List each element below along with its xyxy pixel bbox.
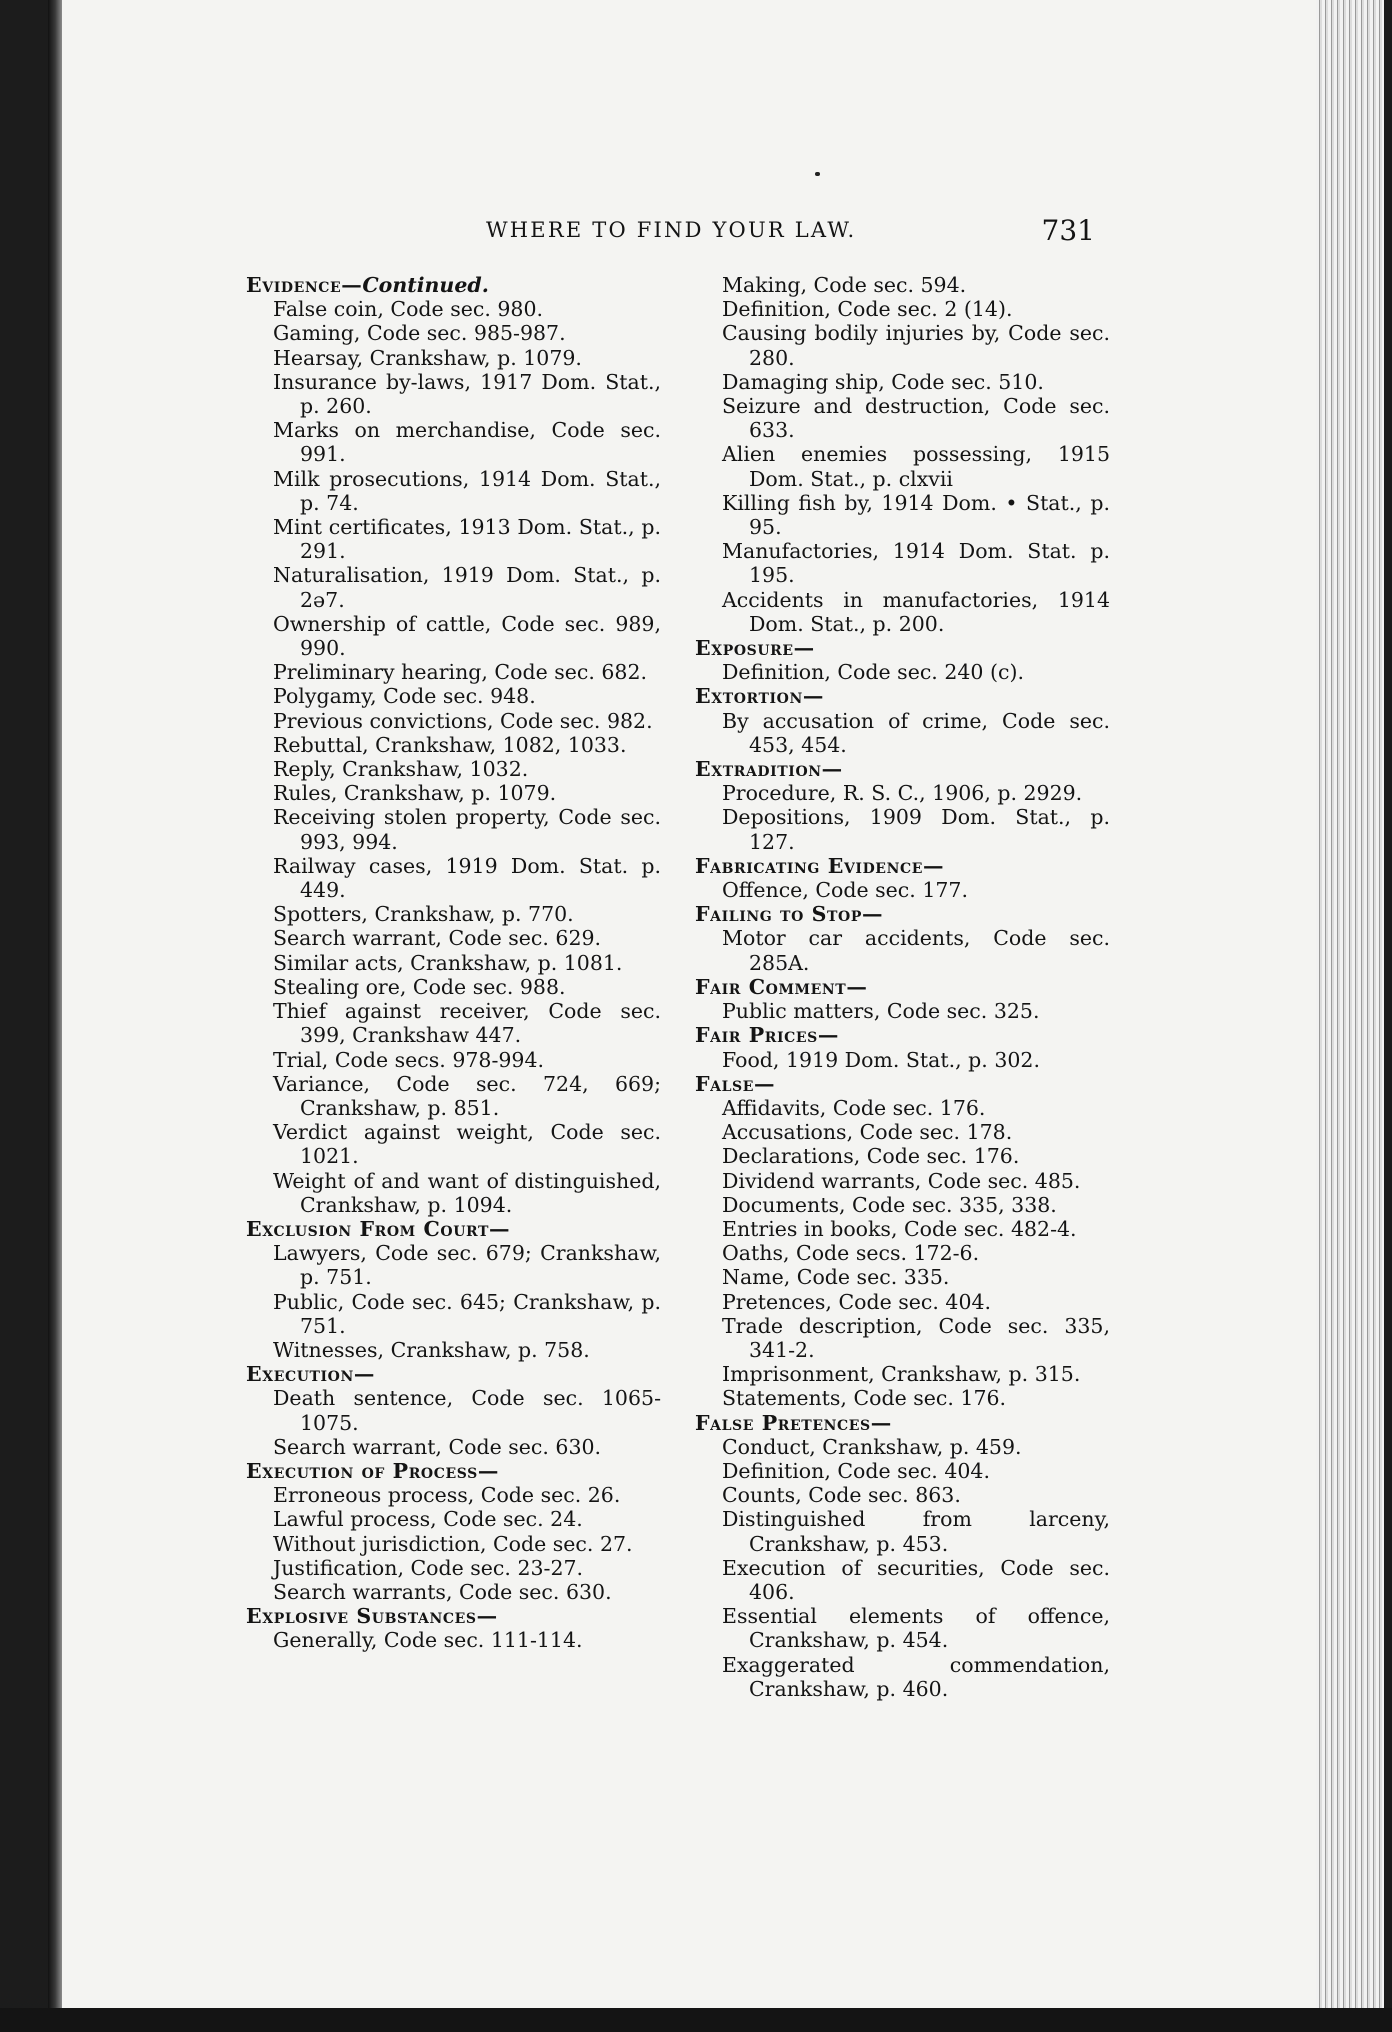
index-heading	[695, 1411, 1110, 1435]
index-heading-text: Execution—	[246, 1362, 375, 1387]
index-entry: Name, Code sec. 335.	[722, 1265, 950, 1290]
index-entry: Trade description, Code sec. 335, 341-2.	[722, 1313, 1110, 1362]
index-heading	[695, 636, 1110, 660]
index-entry: Exaggerated commendation, Crankshaw, p. 460.	[722, 1652, 1110, 1701]
index-entry: Generally, Code sec. 111-114.	[273, 1628, 583, 1653]
index-entry: Oaths, Code secs. 172-6.	[722, 1241, 980, 1266]
index-entry: Imprisonment, Crankshaw, p. 315.	[722, 1362, 1081, 1387]
index-entry: Declarations, Code sec. 176.	[722, 1144, 1020, 1169]
index-entry: Public, Code sec. 645; Crankshaw, p. 751.	[273, 1289, 661, 1338]
index-entry: Polygamy, Code sec. 948.	[273, 684, 536, 709]
index-entry: Causing bodily injuries by, Code sec. 280.	[722, 321, 1110, 370]
index-entry: Alien enemies possessing, 1915 Dom. Stat., p. clxvii	[722, 442, 1110, 491]
continued-label: Continued.	[362, 273, 489, 297]
index-entry: Motor car accidents, Code sec. 285A.	[722, 926, 1110, 975]
index-entry: Gaming, Code sec. 985-987.	[273, 321, 566, 346]
index-entry: Preliminary hearing, Code sec. 682.	[273, 660, 648, 685]
index-entry: Statements, Code sec. 176.	[722, 1386, 1007, 1411]
index-entry: Killing fish by, 1914 Dom. • Stat., p. 95.	[722, 490, 1110, 540]
index-heading-text: Evidence—	[246, 273, 363, 297]
index-column-left	[246, 273, 661, 1653]
index-entry: False coin, Code sec. 980.	[273, 297, 544, 322]
index-entry: Witnesses, Crankshaw, p. 758.	[273, 1337, 590, 1362]
index-heading	[695, 1072, 1110, 1096]
index-heading	[695, 902, 1110, 926]
page-header	[400, 214, 1095, 254]
page-edge-shadow	[1384, 0, 1392, 2032]
index-heading	[695, 975, 1110, 999]
index-column-right	[695, 273, 1110, 1701]
index-heading	[246, 1604, 661, 1628]
index-entry: Similar acts, Crankshaw, p. 1081.	[273, 950, 623, 975]
index-entry: Death sentence, Code sec. 1065-1075.	[273, 1386, 661, 1435]
index-heading	[695, 854, 1110, 878]
page-edges	[1316, 0, 1392, 2032]
index-heading-text: False—	[695, 1071, 776, 1096]
index-heading-text: False Pretences—	[695, 1410, 892, 1435]
index-entry: Public matters, Code sec. 325.	[722, 999, 1040, 1024]
index-entry: Trial, Code secs. 978-994.	[273, 1047, 545, 1072]
index-entry: Making, Code sec. 594.	[722, 273, 967, 297]
index-entry: Distinguished from larceny, Crankshaw, p. 453.	[722, 1507, 1110, 1556]
index-entry: Previous convictions, Code sec. 982.	[273, 708, 653, 733]
index-entry: Search warrant, Code sec. 629.	[273, 926, 602, 951]
running-head-title: WHERE TO FIND YOUR LAW.	[486, 218, 857, 242]
index-heading-text: Exposure—	[695, 636, 815, 661]
index-entry: Verdict against weight, Code sec. 1021.	[273, 1120, 661, 1169]
index-entry: Thief against receiver, Code sec. 399, Crankshaw 447.	[273, 999, 661, 1048]
print-speck	[815, 172, 820, 176]
index-heading	[246, 1217, 661, 1241]
index-entry: Lawyers, Code sec. 679; Crankshaw, p. 751.	[273, 1241, 661, 1290]
index-entry: Reply, Crankshaw, 1032.	[273, 757, 529, 782]
index-heading-text: Explosive Substances—	[246, 1604, 498, 1629]
index-entry: Search warrant, Code sec. 630.	[273, 1434, 602, 1459]
index-entry: Variance, Code sec. 724, 669; Crankshaw, p. 851.	[273, 1071, 661, 1120]
index-heading-text: Extradition—	[695, 757, 843, 782]
index-entry: Railway cases, 1919 Dom. Stat. p. 449.	[273, 853, 661, 903]
index-heading-text: Execution of Process—	[246, 1458, 499, 1483]
index-heading-text: Fair Prices—	[695, 1023, 839, 1048]
index-entry: Lawful process, Code sec. 24.	[273, 1507, 583, 1532]
index-entry: Marks on merchandise, Code sec. 991.	[273, 418, 661, 467]
index-entry: Depositions, 1909 Dom. Stat., p. 127.	[722, 805, 1110, 854]
index-entry: Rebuttal, Crankshaw, 1082, 1033.	[273, 732, 627, 757]
index-entry: Execution of securities, Code sec. 406.	[722, 1555, 1110, 1604]
index-entry: Without jurisdiction, Code sec. 27.	[273, 1531, 633, 1556]
index-heading	[695, 757, 1110, 781]
index-entry: Affidavits, Code sec. 176.	[722, 1095, 986, 1120]
index-entry: Mint certificates, 1913 Dom. Stat., p. 291.	[273, 515, 661, 564]
scan-bottom-border	[0, 2008, 1392, 2032]
index-heading-text: Failing to Stop—	[695, 902, 884, 927]
index-entry: Seizure and destruction, Code sec. 633.	[722, 394, 1110, 443]
index-entry: Ownership of cattle, Code sec. 989, 990.	[273, 611, 661, 661]
index-entry: Rules, Crankshaw, p. 1079.	[273, 781, 557, 806]
index-heading	[695, 684, 1110, 708]
index-entry: Conduct, Crankshaw, p. 459.	[722, 1434, 1022, 1459]
index-entry: Entries in books, Code sec. 482-4.	[722, 1216, 1077, 1241]
index-heading	[246, 1459, 661, 1483]
index-entry: Essential elements of offence, Crankshaw, p. 454.	[722, 1604, 1110, 1653]
index-heading-text: Extortion—	[695, 684, 824, 709]
index-heading-text: Fabricating Evidence—	[695, 853, 945, 878]
index-entry: Stealing ore, Code sec. 988.	[273, 974, 566, 999]
index-entry: Hearsay, Crankshaw, p. 1079.	[273, 345, 582, 370]
index-entry: Accidents in manufactories, 1914 Dom. Stat., p. 200.	[722, 587, 1110, 636]
index-entry: Definition, Code sec. 2 (14).	[722, 297, 1013, 322]
index-heading	[246, 1362, 661, 1386]
index-entry: Naturalisation, 1919 Dom. Stat., p. 2ə7.	[273, 563, 661, 612]
index-heading-text: Exclusion From Court—	[246, 1216, 511, 1241]
index-entry: Offence, Code sec. 177.	[722, 878, 968, 903]
index-entry: Damaging ship, Code sec. 510.	[722, 369, 1044, 394]
index-entry: Justification, Code sec. 23-27.	[273, 1555, 584, 1580]
index-entry: Counts, Code sec. 863.	[722, 1483, 961, 1508]
index-entry: Weight of and want of distinguished, Crankshaw, p. 1094.	[273, 1168, 661, 1217]
index-heading-text: Fair Comment—	[695, 974, 868, 999]
index-entry: Food, 1919 Dom. Stat., p. 302.	[722, 1047, 1040, 1072]
index-entry: Milk prosecutions, 1914 Dom. Stat., p. 74.	[273, 466, 661, 515]
index-heading	[246, 273, 661, 297]
index-entry: Erroneous process, Code sec. 26.	[273, 1483, 621, 1508]
index-entry: Definition, Code sec. 240 (c).	[722, 660, 1024, 685]
index-entry: Insurance by-laws, 1917 Dom. Stat., p. 260.	[273, 369, 661, 419]
index-entry: Spotters, Crankshaw, p. 770.	[273, 902, 574, 927]
index-entry: Definition, Code sec. 404.	[722, 1458, 990, 1483]
index-entry: Procedure, R. S. C., 1906, p. 2929.	[722, 781, 1083, 806]
index-entry: Manufactories, 1914 Dom. Stat. p. 195.	[722, 539, 1110, 588]
index-entry: Dividend warrants, Code sec. 485.	[722, 1168, 1081, 1193]
index-entry: By accusation of crime, Code sec. 453, 454.	[722, 708, 1110, 757]
index-entry: Receiving stolen property, Code sec. 993, 994.	[273, 805, 661, 854]
index-entry: Documents, Code sec. 335, 338.	[722, 1192, 1057, 1217]
index-heading	[695, 1023, 1110, 1047]
index-entry: Pretences, Code sec. 404.	[722, 1289, 992, 1314]
index-entry: Accusations, Code sec. 178.	[722, 1120, 1013, 1145]
page-number: 731	[1041, 214, 1095, 247]
index-entry: Search warrants, Code sec. 630.	[273, 1579, 612, 1604]
